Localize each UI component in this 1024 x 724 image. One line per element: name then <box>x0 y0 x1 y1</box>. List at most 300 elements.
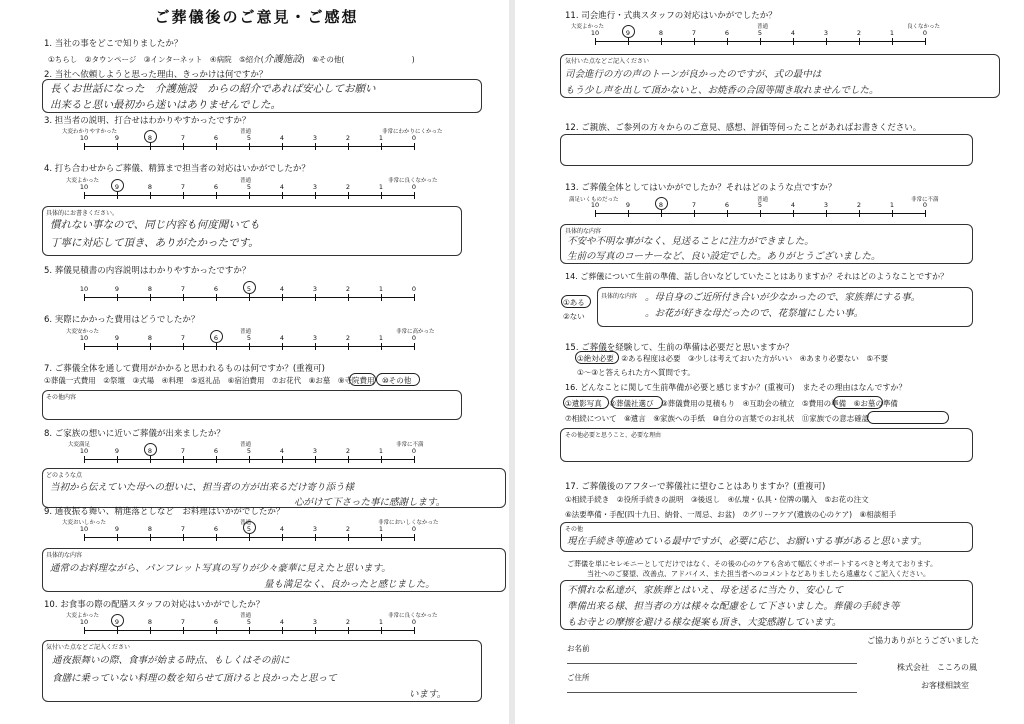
scale-tick <box>282 534 283 541</box>
q11-label-left: 大変よかった <box>571 24 605 30</box>
scale-tick <box>183 343 184 350</box>
scale-number: 4 <box>279 183 285 191</box>
scale-tick <box>315 294 316 301</box>
q10-rating-scale <box>79 618 417 640</box>
scale-number: 3 <box>312 334 318 342</box>
scale-number: 7 <box>180 285 186 293</box>
scale-number: 2 <box>345 618 351 626</box>
q7-question: 7. ご葬儀全体を通して費用がかかると思われるものは何ですか？(重複可) <box>44 364 325 374</box>
q10-comment-label: 気付いた点などご記入ください <box>46 644 131 651</box>
scale-number: 7 <box>180 183 186 191</box>
scale-tick <box>348 294 349 301</box>
scale-number: 0 <box>411 334 417 342</box>
q4-label-left: 大変よかった <box>66 178 100 184</box>
q12-question: 12. ご親族、ご参列の方々からのご意見、感想、評価等伺ったことがあればお書きください。 <box>565 123 922 133</box>
scale-number: 6 <box>213 183 219 191</box>
q17-other-label: その他 <box>565 526 584 533</box>
q16-options-line1: ①遺影写真 ②葬儀社選び ③葬儀費用の見積もり ④互助会の積立 ⑤費用の準備 ⑥お墓の準備 <box>565 399 898 408</box>
q10-label-left: 大変よかった <box>66 613 100 619</box>
q7-other-label: その他内容 <box>46 394 77 401</box>
q16-circle-select-company <box>611 396 663 409</box>
scale-tick <box>150 343 151 350</box>
scale-number: 5 <box>757 201 763 209</box>
scale-number: 6 <box>213 618 219 626</box>
scale-number: 3 <box>312 447 318 455</box>
q4-label-right: 非常に良くなかった <box>388 178 438 184</box>
q2-answer-line1: 長くお世話になった 介護施設 からの紹介であれば安心してお願い <box>50 83 376 95</box>
scale-tick <box>381 534 382 541</box>
scale-tick <box>925 210 926 217</box>
address-line <box>567 692 857 693</box>
q8-question: 8. ご家族の想いに近いご葬儀が出来ましたか？ <box>44 429 225 439</box>
selected-rating-circle <box>243 521 256 534</box>
q4-comment-line2: 丁寧に対応して頂き、ありがたかったです。 <box>50 237 259 249</box>
scale-tick <box>84 534 85 541</box>
scale-number: 6 <box>724 29 730 37</box>
selected-rating-circle <box>655 197 668 210</box>
scale-number: 5 <box>246 134 252 142</box>
scale-number: 9 <box>114 618 120 626</box>
selected-rating-circle <box>111 179 124 192</box>
scale-tick <box>150 143 151 150</box>
scale-number: 8 <box>147 285 153 293</box>
q11-label-right: 良くなかった <box>907 24 941 30</box>
q16-question: 16. どんなことに関して生前準備が必要と感じますか？(重複可) またその理由はなんですか？ <box>565 383 907 392</box>
q6-label-left: 大変安かった <box>66 329 100 335</box>
scale-number: 9 <box>625 201 631 209</box>
scale-tick <box>183 192 184 199</box>
q3-label-mid: 普通 <box>240 129 252 135</box>
q16-circle-family-intent <box>867 411 949 424</box>
q15-circle-absolutely <box>575 351 619 364</box>
scale-number: 6 <box>213 134 219 142</box>
scale-number: 2 <box>345 183 351 191</box>
q13-label-left: 満足いくものだった <box>569 197 619 203</box>
scale-tick <box>381 456 382 463</box>
q9-label-mid: 普通 <box>240 520 252 526</box>
scale-tick <box>216 294 217 301</box>
scale-number: 6 <box>213 447 219 455</box>
scale-tick <box>595 38 596 45</box>
scale-number: 4 <box>279 618 285 626</box>
scale-tick <box>216 143 217 150</box>
scale-number: 3 <box>823 29 829 37</box>
scale-tick <box>282 192 283 199</box>
scale-number: 6 <box>213 334 219 342</box>
scale-number: 9 <box>114 525 120 533</box>
q14-answer-line2: 。お花が好きな母だったので、花祭壇にしたい事。 <box>645 308 864 319</box>
scale-tick <box>661 38 662 45</box>
scale-tick <box>793 38 794 45</box>
scale-tick <box>859 38 860 45</box>
closing-line2: 当社へのご要望、改善点、アドバイス、また担当者へのコメントなどありましたら遠慮なくご記入ください。 <box>587 570 930 578</box>
selected-rating-circle <box>243 281 256 294</box>
scale-tick <box>414 192 415 199</box>
scale-number: 1 <box>378 447 384 455</box>
scale-tick <box>84 143 85 150</box>
q14-detail-label: 具体的な内容 <box>601 293 638 300</box>
scale-tick <box>381 192 382 199</box>
scale-number: 2 <box>856 201 862 209</box>
scale-tick <box>249 143 250 150</box>
scale-tick <box>117 456 118 463</box>
q6-label-right: 非常に高かった <box>396 329 435 335</box>
q5-question: 5. 葬儀見積書の内容説明はわかりやすかったですか？ <box>44 266 251 276</box>
q11-comment-line2: もう少し声を出して頂かないと、お焼香の合図等聞き取れませんでした。 <box>565 85 879 96</box>
q7-circle-temple-fee <box>376 373 420 386</box>
q13-comment-line2: 生前の写真のコーナーなど、良い設定でした。ありがとうございました。 <box>567 251 881 262</box>
q4-comment-label: 具体的にお書きください。 <box>46 210 119 217</box>
scale-number: 5 <box>246 183 252 191</box>
scale-number: 6 <box>724 201 730 209</box>
scale-tick <box>117 294 118 301</box>
q15-question: 15. ご葬儀を経験して、生前の準備は必要だと思いますか？ <box>565 343 794 353</box>
scale-tick <box>414 294 415 301</box>
scale-number: 10 <box>79 447 89 455</box>
scale-tick <box>760 210 761 217</box>
scale-number: 4 <box>279 525 285 533</box>
selected-rating-circle <box>622 25 635 38</box>
q15-note: ①～③と答えられた方へ質問です。 <box>577 368 695 377</box>
scale-number: 8 <box>147 525 153 533</box>
scale-tick <box>892 210 893 217</box>
scale-number: 0 <box>411 134 417 142</box>
scale-number: 8 <box>147 447 153 455</box>
scale-number: 0 <box>411 618 417 626</box>
q1-options-text: ①ちらし ②タウンページ ③インターネット ④病院 ⑤紹介( <box>48 55 264 64</box>
q11-rating-scale <box>590 29 928 51</box>
q16-circle-cost-prep <box>833 396 883 409</box>
q5-rating-scale <box>79 285 417 307</box>
q3-rating-scale <box>79 134 417 156</box>
scale-number: 7 <box>691 29 697 37</box>
q10-question: 10. お食事の際の配膳スタッフの対応はいかがでしたか？ <box>44 600 265 610</box>
scale-number: 10 <box>590 201 600 209</box>
scale-number: 2 <box>856 29 862 37</box>
scale-tick <box>348 192 349 199</box>
questionnaire-page-left <box>4 0 509 724</box>
scale-number: 7 <box>691 201 697 209</box>
scale-tick <box>282 627 283 634</box>
q14-answer-line1: 。母自身のご近所付き合いが少なかったので、家族葬にする事。 <box>645 292 921 303</box>
scale-number: 1 <box>889 29 895 37</box>
scale-number: 1 <box>378 285 384 293</box>
q12-answer-box <box>560 134 973 166</box>
scale-tick <box>315 143 316 150</box>
q4-question: 4. 打ち合わせからご葬儀、精算まで担当者の対応はいかがでしたか？ <box>44 164 310 174</box>
q9-comment-label: 具体的な内容 <box>46 552 83 559</box>
q7-options: ①葬儀一式費用 ②祭壇 ③式場 ④料理 ⑤返礼品 ⑥宿泊費用 ⑦お花代 ⑧お墓 ⑨寺院費用 ⑩その他 <box>44 376 412 385</box>
scale-tick <box>348 627 349 634</box>
scale-tick <box>216 456 217 463</box>
scale-number: 0 <box>411 525 417 533</box>
q14-circle-yes <box>561 295 591 308</box>
q4-label-mid: 普通 <box>240 178 252 184</box>
scale-tick <box>150 294 151 301</box>
q8-label-left: 大変満足 <box>68 442 91 448</box>
scale-tick <box>183 456 184 463</box>
q7-circle-grave <box>349 373 376 386</box>
q3-label-right: 非常にわかりにくかった <box>382 129 443 135</box>
scale-tick <box>414 627 415 634</box>
scale-number: 1 <box>378 183 384 191</box>
scale-number: 9 <box>625 29 631 37</box>
q6-label-mid: 普通 <box>240 329 252 335</box>
scale-number: 5 <box>246 447 252 455</box>
q11-comment-line1: 司会進行の方の声のトーンが良かったのですが、式の最中は <box>565 69 822 80</box>
q11-question: 11. 司会進行・式典スタッフの対応はいかがでしたか？ <box>565 11 777 21</box>
q13-question: 13. ご葬儀全体としてはいかがでしたか？それはどのような点ですか？ <box>565 183 837 193</box>
scale-tick <box>381 143 382 150</box>
scale-number: 3 <box>312 134 318 142</box>
scale-tick <box>216 534 217 541</box>
scale-number: 10 <box>79 134 89 142</box>
q8-label-mid: 普通 <box>240 442 252 448</box>
scale-number: 8 <box>147 134 153 142</box>
scale-number: 5 <box>757 29 763 37</box>
scale-number: 4 <box>279 285 285 293</box>
scale-number: 3 <box>312 285 318 293</box>
scale-number: 10 <box>79 618 89 626</box>
scale-tick <box>183 143 184 150</box>
q17-options-line2: ⑥法要準備・手配(四十九日、納骨、一周忌、お盆) ⑦グリーフケア(遺族の心のケア) ⑧相談相手 <box>565 510 897 519</box>
q10-label-mid: 普通 <box>240 613 252 619</box>
scale-number: 4 <box>279 447 285 455</box>
scale-number: 2 <box>345 447 351 455</box>
scale-number: 1 <box>889 201 895 209</box>
scale-tick <box>348 143 349 150</box>
scale-tick <box>150 192 151 199</box>
scale-tick <box>826 210 827 217</box>
q9-question: 9. 通夜振る舞い、精進落としなど お料理はいかがでしたか？ <box>44 507 285 517</box>
q1-options <box>48 51 415 65</box>
scale-number: 4 <box>279 334 285 342</box>
scale-tick <box>183 627 184 634</box>
q4-comment-line1: 慣れない事なので、同じ内容も何度聞いても <box>50 219 260 231</box>
q14-yes: ①ある <box>563 298 585 307</box>
scale-number: 0 <box>411 183 417 191</box>
scale-tick <box>628 210 629 217</box>
scale-number: 7 <box>180 134 186 142</box>
scale-tick <box>694 210 695 217</box>
scale-tick <box>760 38 761 45</box>
name-label: お名前 <box>567 644 590 653</box>
scale-tick <box>414 534 415 541</box>
scale-tick <box>727 38 728 45</box>
q8-label-right: 非常に不満 <box>396 442 424 448</box>
q9-label-right: 非常においしくなかった <box>378 520 439 526</box>
scale-tick <box>315 534 316 541</box>
scale-tick <box>117 534 118 541</box>
scale-tick <box>826 38 827 45</box>
scale-number: 7 <box>180 618 186 626</box>
scale-tick <box>315 192 316 199</box>
scale-tick <box>84 343 85 350</box>
scale-tick <box>216 627 217 634</box>
scale-tick <box>727 210 728 217</box>
selected-rating-circle <box>210 330 223 343</box>
scale-number: 10 <box>590 29 600 37</box>
scale-tick <box>595 210 596 217</box>
scale-tick <box>348 343 349 350</box>
scale-tick <box>117 343 118 350</box>
scale-number: 0 <box>411 285 417 293</box>
scale-tick <box>892 38 893 45</box>
scale-tick <box>661 210 662 217</box>
q9-comment-line1: 通常のお料理ながら、パンフレット写真の写りが少々豪華に見えたと思います。 <box>50 563 391 574</box>
q17-options-line1: ①相続手続き ②役所手続きの説明 ③後返し ④仏壇・仏具・位牌の購入 ⑤お花の注文 <box>565 495 869 504</box>
q11-label-mid: 普通 <box>757 24 769 30</box>
q13-rating-scale <box>590 201 928 223</box>
closing-thanks: ご協力ありがとうございました <box>867 636 979 645</box>
scale-tick <box>282 343 283 350</box>
scale-tick <box>859 210 860 217</box>
q1-options-tail: ) ⑥その他( ) <box>301 55 415 64</box>
scale-number: 5 <box>246 618 252 626</box>
address-label: ご住所 <box>567 673 590 682</box>
scale-tick <box>381 294 382 301</box>
scale-number: 5 <box>246 334 252 342</box>
q6-question: 6. 実際にかかった費用はどうでしたか？ <box>44 315 200 325</box>
scale-tick <box>183 534 184 541</box>
q10-label-right: 非常に良くなかった <box>388 613 438 619</box>
scale-tick <box>414 456 415 463</box>
scale-tick <box>117 192 118 199</box>
questionnaire-page-right <box>515 0 1020 724</box>
scale-number: 8 <box>658 29 664 37</box>
scale-number: 1 <box>378 525 384 533</box>
scale-tick <box>249 534 250 541</box>
scale-tick <box>793 210 794 217</box>
q8-comment-line2: 心がけて下さった事に感謝します。 <box>294 497 446 508</box>
scale-tick <box>84 456 85 463</box>
scale-number: 7 <box>180 447 186 455</box>
q9-rating-scale <box>79 525 417 547</box>
q13-comment-label: 具体的な内容 <box>565 228 602 235</box>
scale-number: 2 <box>345 525 351 533</box>
scale-number: 2 <box>345 285 351 293</box>
scale-tick <box>183 294 184 301</box>
scale-number: 3 <box>312 618 318 626</box>
scale-tick <box>414 343 415 350</box>
q10-comment-line2: 食膳に乗っていない料理の数を知らせて頂けると良かったと思って <box>52 673 337 684</box>
scale-number: 5 <box>246 285 252 293</box>
q9-label-left: 大変おいしかった <box>62 520 107 526</box>
scale-tick <box>150 456 151 463</box>
scale-number: 0 <box>922 201 928 209</box>
q2-answer-line2: 出来ると思い最初から迷いはありませんでした。 <box>50 99 281 111</box>
q4-rating-scale <box>79 183 417 205</box>
q3-label-left: 大変わかりやすかった <box>62 129 118 135</box>
scale-tick <box>315 456 316 463</box>
q17-question: 17. ご葬儀後のアフターで葬儀社に望むことはありますか？(重複可) <box>565 482 826 492</box>
q11-comment-label: 気付いた点などご記入ください <box>565 58 650 65</box>
scale-number: 10 <box>79 334 89 342</box>
scale-number: 9 <box>114 183 120 191</box>
scale-number: 6 <box>213 285 219 293</box>
q2-question: 2. 当社へ依頼しようと思った理由、きっかけは何ですか？ <box>44 70 268 80</box>
page-title: ご葬儀後のご意見・ご感想 <box>154 8 359 26</box>
scale-tick <box>315 343 316 350</box>
closing-line1: ご葬儀を単にセレモニーとしてだけではなく、その後の心のケアも含めて幅広くサポートするべきと考えております。 <box>567 560 938 568</box>
q15-options: ①絶対必要 ②ある程度は必要 ③少しは考えておいた方がいい ④あまり必要ない ⑤不要 <box>577 354 889 363</box>
q16-options-line2: ⑦相続について ⑧遺言 ⑨家族への手紙 ⑩自分の言葉でのお礼状 ⑪家族での意志確認 <box>565 414 870 423</box>
selected-rating-circle <box>111 614 124 627</box>
scale-number: 1 <box>378 618 384 626</box>
scale-number: 4 <box>790 29 796 37</box>
scale-number: 8 <box>147 183 153 191</box>
scale-tick <box>216 192 217 199</box>
scale-tick <box>84 627 85 634</box>
q13-comment-line1: 不安や不明な事がなく、見送ることに注力ができました。 <box>567 236 814 247</box>
q7-other-box <box>42 390 462 420</box>
q10-comment-line1: 通夜振舞いの際、食事が始まる時点、もしくはその前に <box>52 655 290 666</box>
scale-number: 7 <box>180 334 186 342</box>
scale-number: 3 <box>312 525 318 533</box>
scale-tick <box>628 38 629 45</box>
selected-rating-circle <box>144 443 157 456</box>
q8-rating-scale <box>79 447 417 469</box>
scale-tick <box>694 38 695 45</box>
scale-number: 8 <box>147 334 153 342</box>
scale-number: 3 <box>312 183 318 191</box>
scale-tick <box>150 627 151 634</box>
scale-tick <box>249 627 250 634</box>
scale-number: 4 <box>790 201 796 209</box>
closing-answer-line1: 不慣れな私達が、家族葬とはいえ、母を送るに当たり、安心して <box>567 585 844 596</box>
scale-number: 5 <box>246 525 252 533</box>
scale-tick <box>249 456 250 463</box>
q16-circle-photo <box>563 396 609 409</box>
q13-label-mid: 普通 <box>757 197 769 203</box>
scale-tick <box>381 343 382 350</box>
scale-number: 0 <box>411 447 417 455</box>
scale-number: 10 <box>79 183 89 191</box>
q16-other-label: その他必要と思うこと、必要な理由 <box>565 432 662 439</box>
scale-tick <box>249 343 250 350</box>
company-name: 株式会社 こころの風 <box>897 663 977 672</box>
selected-rating-circle <box>144 130 157 143</box>
scale-tick <box>249 192 250 199</box>
scale-number: 8 <box>147 618 153 626</box>
scale-number: 2 <box>345 334 351 342</box>
closing-answer-line3: もお寺との摩擦を避ける様な提案も頂き、大変感謝しています。 <box>567 617 842 628</box>
scale-number: 0 <box>922 29 928 37</box>
q1-handwritten-answer: 介護施設 <box>263 54 302 65</box>
scale-number: 3 <box>823 201 829 209</box>
scale-number: 1 <box>378 134 384 142</box>
q14-no: ②ない <box>563 312 585 321</box>
scale-tick <box>84 192 85 199</box>
q14-question: 14. ご葬儀について生前の準備、話し合いなどしていたことはありますか？それはどのようなことですか？ <box>565 272 949 281</box>
scale-tick <box>348 456 349 463</box>
scale-tick <box>249 294 250 301</box>
q6-rating-scale <box>79 334 417 356</box>
scale-tick <box>150 534 151 541</box>
scale-number: 9 <box>114 334 120 342</box>
scale-tick <box>414 143 415 150</box>
scale-number: 1 <box>378 334 384 342</box>
q10-comment-line3: います。 <box>409 689 447 700</box>
scale-number: 10 <box>79 285 89 293</box>
scale-tick <box>381 627 382 634</box>
q1-question: 1. 当社の事をどこで知りましたか？ <box>44 39 183 49</box>
scale-tick <box>117 627 118 634</box>
scale-tick <box>216 343 217 350</box>
scale-tick <box>282 456 283 463</box>
q8-comment-line1: 当初から伝えていた母への想いに、担当者の方が出来るだけ寄り添う様 <box>50 482 355 493</box>
scale-number: 9 <box>114 134 120 142</box>
